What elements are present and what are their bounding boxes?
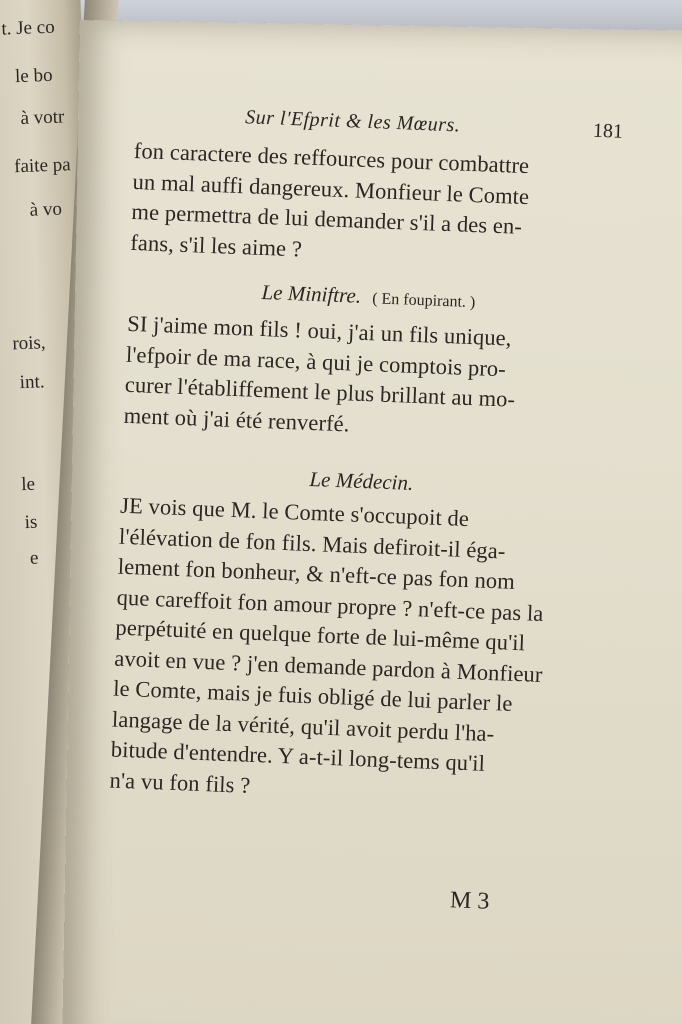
text-line: curer l'établiffement le plus brillant au mo- xyxy=(124,371,516,412)
text-line: bitude d'entendre. Y a-t-il long-tems qu'il xyxy=(110,736,486,776)
text-line: que careffoit fon amour propre ? n'eft-ce pas la xyxy=(116,584,544,626)
running-head-title: Sur l'Efprit & les Mœurs. xyxy=(244,106,461,137)
left-fragment: rois, xyxy=(12,332,46,355)
text-line: fon caractere des reffources pour combattre xyxy=(133,137,530,179)
left-fragment: le bo xyxy=(14,64,53,88)
text-line: n'a vu fon fils ? xyxy=(109,767,251,798)
left-fragment: à vo xyxy=(29,198,63,221)
left-fragment: is xyxy=(24,511,38,534)
stage-direction: ( En foupirant. ) xyxy=(371,290,476,312)
text-line: JE vois que M. le Comte s'occupoit de xyxy=(119,492,470,532)
text-line: fans, s'il les aime ? xyxy=(129,229,303,261)
left-fragment: à votr xyxy=(20,106,65,129)
text-line: le Comte, mais je fuis obligé de lui parler le xyxy=(112,675,513,716)
text-line: l'efpoir de ma race, à qui je comptois pro- xyxy=(125,341,507,381)
page-number: 181 xyxy=(592,119,624,143)
text-line: SI j'aime mon fils ! oui, j'ai un fils unique, xyxy=(126,310,513,351)
speaker-name: Le Médecin. xyxy=(309,466,414,495)
text-line: lement fon bonheur, & n'eft-ce pas fon nom xyxy=(117,553,516,594)
text-line: ment où j'ai été renverfé. xyxy=(123,402,350,436)
left-fragment: le xyxy=(20,473,36,496)
left-fragment: t. Je co xyxy=(1,16,56,40)
page-text xyxy=(109,96,624,814)
text-line: l'élévation de fon fils. Mais defiroit-il éga- xyxy=(118,523,506,564)
text-line: langage de la vérité, qu'il avoit perdu l'ha- xyxy=(111,706,495,746)
text-line: avoit en vue ? j'en demande pardon à Monfieur xyxy=(113,645,543,687)
left-fragment: faite pa xyxy=(13,154,71,178)
left-fragment: int. xyxy=(19,371,45,394)
speaker-name: Le Miniftre. xyxy=(261,279,362,308)
signature-mark: M 3 xyxy=(449,887,490,915)
text-line: un mal auffi dangereux. Monfieur le Comte xyxy=(132,168,530,209)
left-fragment: e xyxy=(29,547,39,569)
text-line: perpétuité en quelque forte de lui-même qu'il xyxy=(115,614,526,656)
text-line: me permettra de lui demander s'il a des en- xyxy=(131,198,523,239)
